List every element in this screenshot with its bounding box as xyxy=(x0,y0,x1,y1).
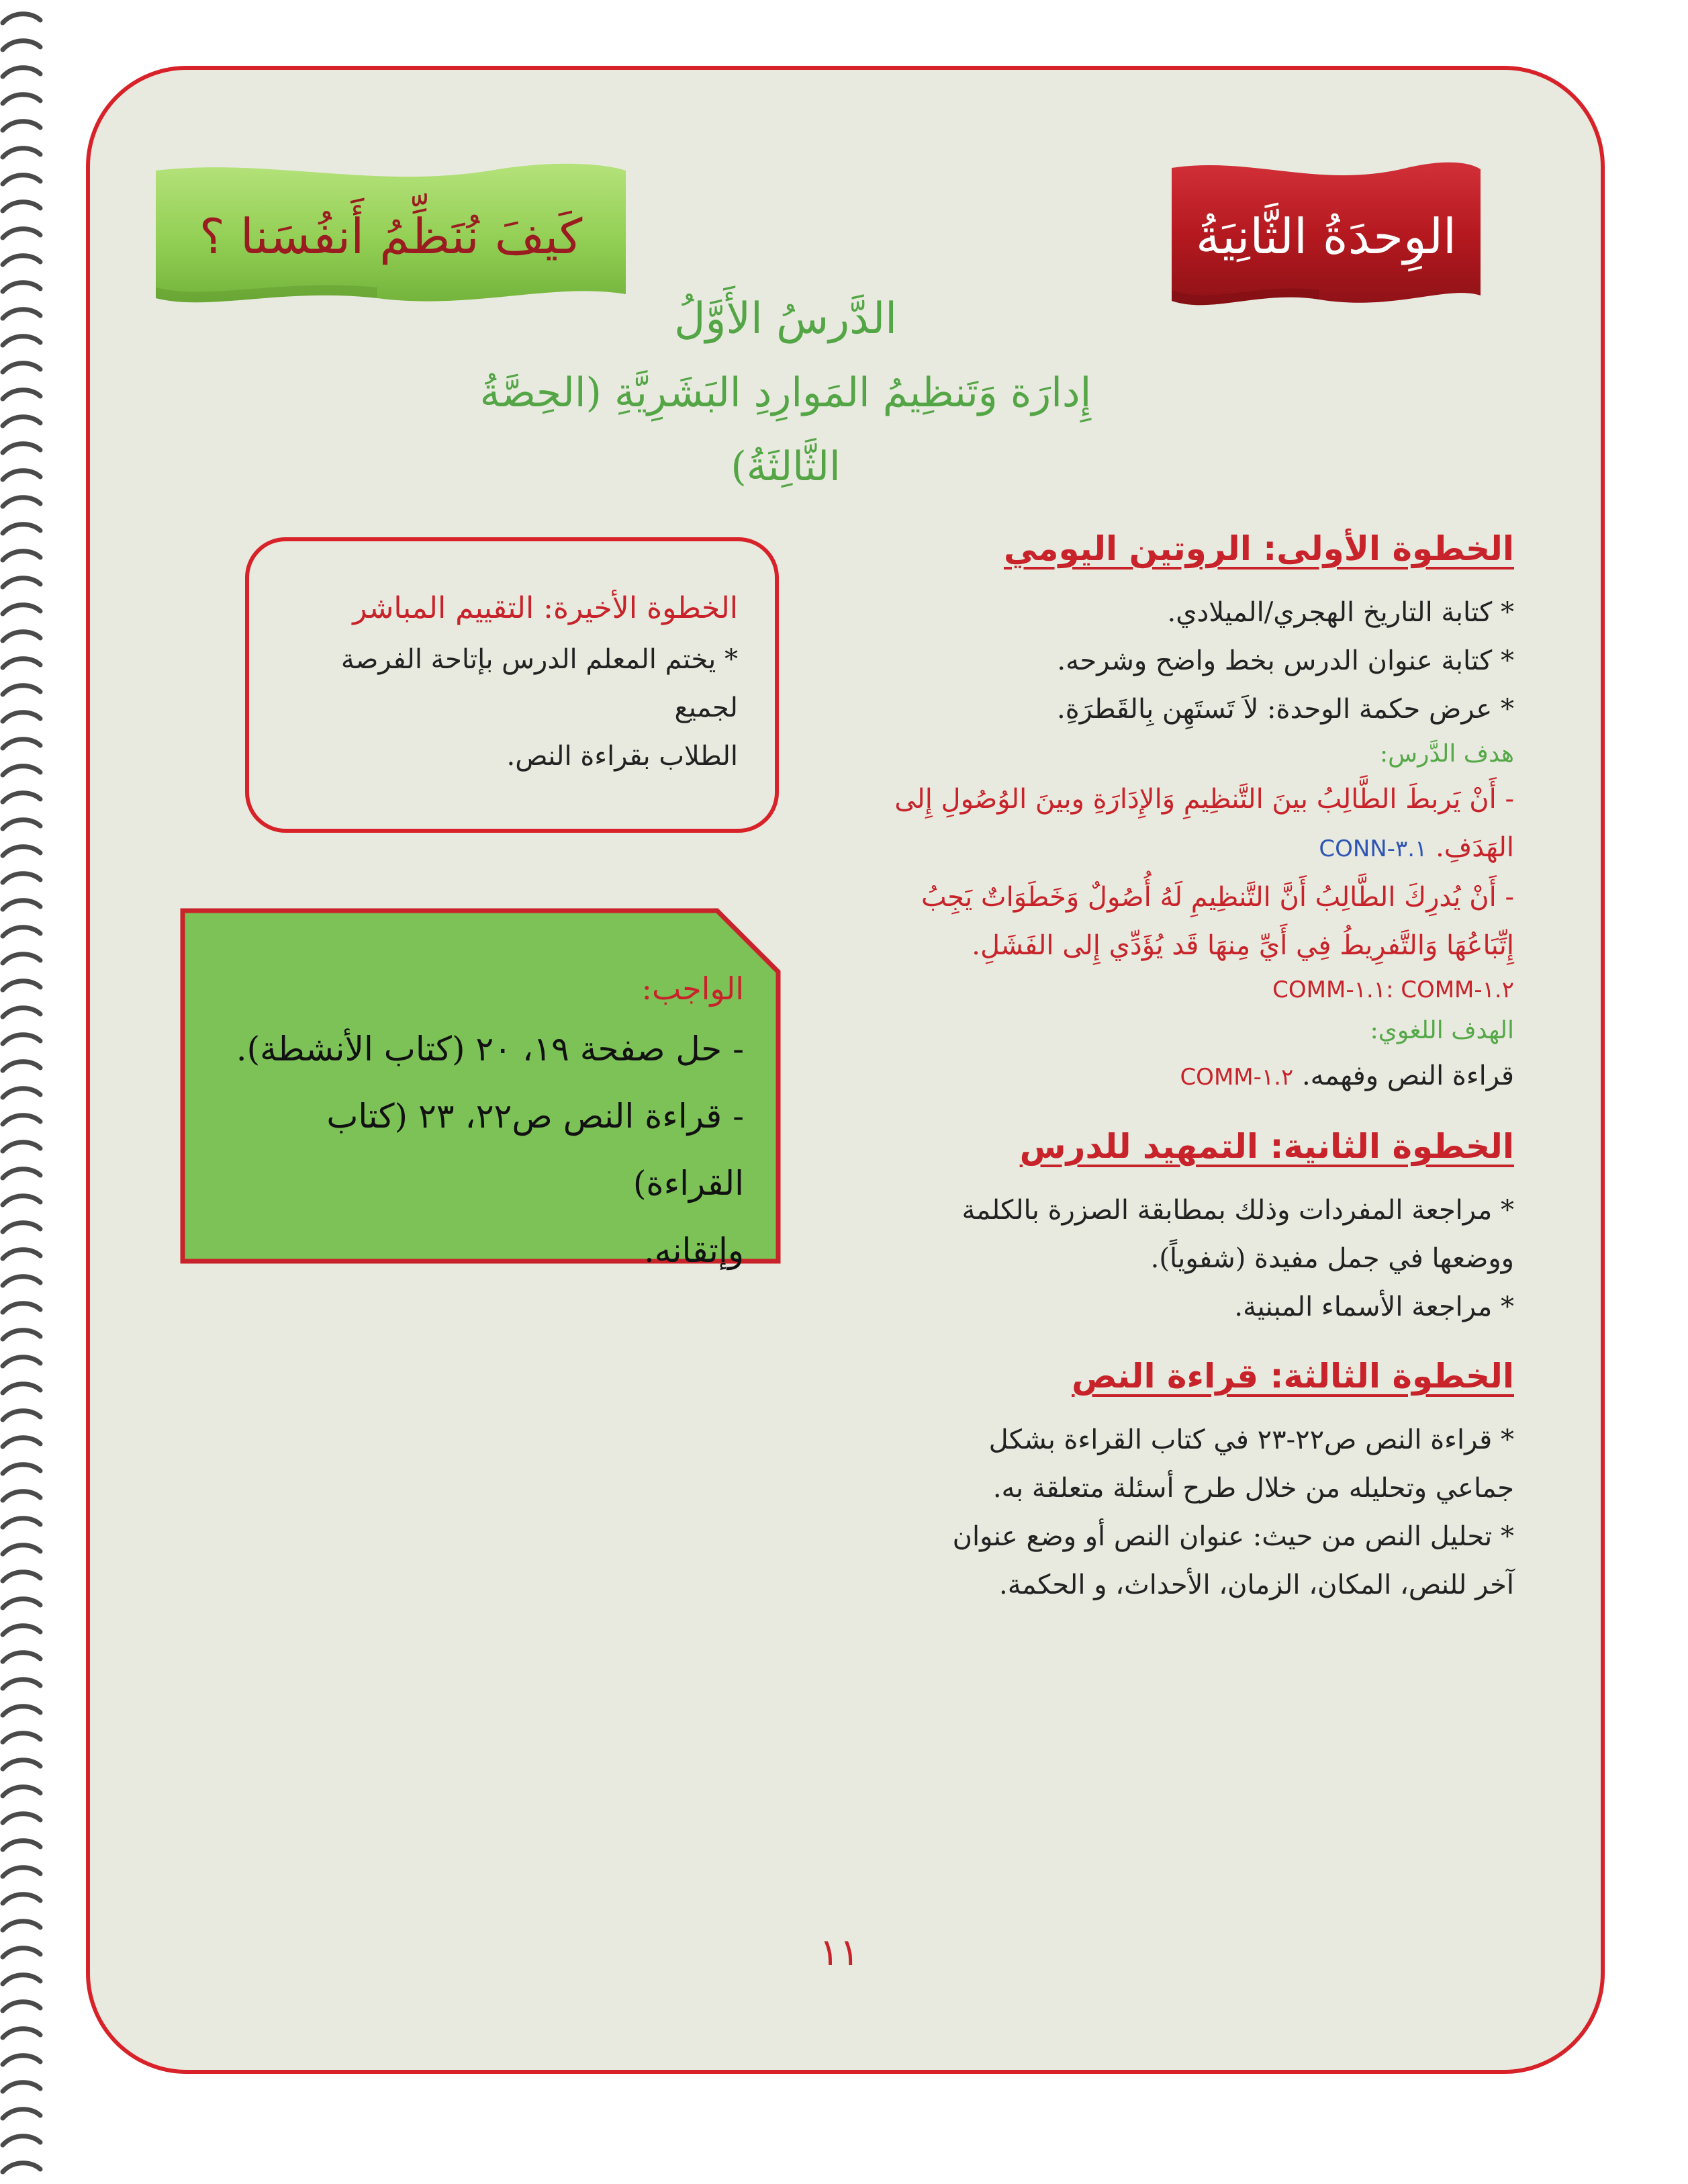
spiral-coil xyxy=(3,1814,40,1823)
spiral-coil xyxy=(3,551,40,560)
spiral-coil xyxy=(3,927,40,936)
spiral-coil xyxy=(3,14,40,23)
homework-line: - حل صفحة ١٩، ٢٠ (كتاب الأنشطة). xyxy=(236,1030,744,1068)
spiral-coil xyxy=(3,2163,40,2172)
goal2-codes: COMM-١.١: COMM-١.٢ xyxy=(1272,976,1514,1003)
spiral-coil xyxy=(3,739,40,748)
spiral-coil xyxy=(3,229,40,238)
spiral-coil xyxy=(3,1384,40,1393)
spiral-coil xyxy=(3,1895,40,1903)
lesson-plan-column xyxy=(833,524,1514,1609)
spiral-coil xyxy=(3,981,40,990)
spiral-coil xyxy=(3,1492,40,1500)
spiral-coil xyxy=(3,1465,40,1473)
goal1-line-end xyxy=(833,823,1514,873)
spiral-coil xyxy=(3,1868,40,1876)
spiral-coil xyxy=(3,901,40,909)
spiral-coil xyxy=(3,1330,40,1339)
spiral-coil xyxy=(3,2029,40,2038)
spiral-coil xyxy=(3,2136,40,2145)
spiral-coil xyxy=(3,363,40,372)
homework-content xyxy=(207,962,744,1284)
spiral-coil xyxy=(3,954,40,963)
spiral-coil xyxy=(3,336,40,345)
spiral-coil xyxy=(3,1653,40,1662)
spiral-coil xyxy=(3,686,40,694)
spiral-coil xyxy=(3,1518,40,1527)
spiral-coil xyxy=(3,1142,40,1151)
step1-item: * عرض حكمة الوحدة: لاَ تَستَهِن بِالقَطرَةِ. xyxy=(1057,694,1514,725)
spiral-coil xyxy=(3,444,40,453)
spiral-coil xyxy=(3,1169,40,1178)
spiral-coil xyxy=(3,659,40,668)
unit-banner xyxy=(1165,156,1487,317)
homework-line: - قراءة النص ص٢٢، ٢٣ (كتاب القراءة) xyxy=(326,1097,744,1203)
goal2-line: إِتِّبَاعُهَا وَالتَّفرِيطُ فِي أَيِّ مِنهَا قَد يُؤَدِّي إِلى الفَشَلِ. xyxy=(972,930,1514,961)
spiral-coil xyxy=(3,1357,40,1366)
step1-title: الخطوة الأولى: الروتين اليومي xyxy=(1003,529,1514,568)
spiral-coil xyxy=(3,1250,40,1259)
spiral-coil xyxy=(3,1116,40,1124)
lesson-question: كَيفَ نُنَظِّمُ أَنفُسَنا ؟ xyxy=(199,208,583,265)
spiral-coil xyxy=(3,874,40,882)
spiral-coil xyxy=(3,122,40,130)
language-goal-text: قراءة النص وفهمه. xyxy=(1301,1060,1514,1091)
step1-item: * كتابة التاريخ الهجري/الميلادي. xyxy=(1167,597,1514,628)
step1-item: * كتابة عنوان الدرس بخط واضح وشرحه. xyxy=(1057,645,1514,676)
step3-line: * تحليل النص من حيث: عنوان النص أو وضع عنوان xyxy=(952,1521,1514,1552)
lesson-heading xyxy=(470,282,1101,504)
spiral-coil xyxy=(3,1304,40,1312)
spiral-coil xyxy=(3,820,40,829)
step2-title: الخطوة الثانية: التمهيد للدرس xyxy=(1019,1127,1514,1166)
assessment-line: * يختم المعلم الدرس بإتاحة الفرصة لجميع xyxy=(340,644,738,723)
spiral-coil xyxy=(3,390,40,399)
lesson-title: إِدارَة وَتَنظِيمُ المَوارِدِ البَشَرِيَّةِ (الحِصَّةُ الثَّالِثَةُ) xyxy=(479,369,1092,490)
goal1-line: - أَنْ يَربطَ الطَّالِبُ بينَ التَّنظِيمِ وَالإِدَارَةِ وبينَ الوُصُولِ إِلى xyxy=(894,784,1514,815)
homework-box xyxy=(180,908,781,1270)
spiral-coil xyxy=(3,1411,40,1420)
step3-line: آخر للنص، المكان، الزمان، الأحداث، و الحكمة. xyxy=(998,1569,1514,1600)
lesson-number: الدَّرسُ الأَوَّلُ xyxy=(674,294,897,344)
spiral-coil xyxy=(3,256,40,265)
goal2-line: - أَنْ يُدرِكَ الطَّالِبُ أَنَّ التَّنظِيمِ لَهُ أُصُولٌ وَخَطَوَاتٌ يَجِبُ xyxy=(921,882,1514,913)
homework-line: وإتقانه. xyxy=(643,1231,744,1270)
spiral-coil xyxy=(3,1062,40,1071)
lesson-goal-label: هدف الدَّرس: xyxy=(1380,740,1514,768)
step3-title: الخطوة الثالثة: قراءة النص xyxy=(1072,1357,1514,1396)
spiral-binding xyxy=(0,0,47,2184)
spiral-coil xyxy=(3,471,40,480)
spiral-coil xyxy=(3,283,40,291)
spiral-coil xyxy=(3,793,40,802)
spiral-coil xyxy=(3,525,40,533)
assessment-box xyxy=(245,537,779,833)
goal1-text: الهَدَفِ. xyxy=(1436,832,1514,863)
spiral-coil xyxy=(3,1599,40,1608)
language-goal-line xyxy=(833,1052,1514,1101)
language-goal-code: COMM-١.٢ xyxy=(1180,1064,1294,1091)
assessment-title: الخطوة الأخيرة: التقييم المباشر xyxy=(353,591,738,625)
spiral-coil xyxy=(3,148,40,157)
spiral-coil xyxy=(3,417,40,426)
assessment-line: الطلاب بقراءة النص. xyxy=(506,741,738,772)
spiral-coil xyxy=(3,1196,40,1205)
spiral-coil xyxy=(3,1787,40,1796)
spiral-coil xyxy=(3,2083,40,2091)
spiral-coil xyxy=(3,1707,40,1715)
spiral-coil xyxy=(3,605,40,614)
spiral-coil xyxy=(3,95,40,103)
spiral-coil xyxy=(3,2002,40,2011)
homework-title: الواجب: xyxy=(641,970,744,1007)
spiral-coil xyxy=(3,41,40,50)
spiral-coil xyxy=(3,1545,40,1554)
spiral-coil xyxy=(3,1008,40,1017)
spiral-coil xyxy=(3,1572,40,1581)
step2-line: ووضعها في جمل مفيدة (شفوياً). xyxy=(1150,1243,1514,1274)
spiral-coil xyxy=(3,2056,40,2064)
spiral-coil xyxy=(3,1277,40,1285)
spiral-coil xyxy=(3,202,40,211)
spiral-coil xyxy=(3,766,40,775)
spiral-coil xyxy=(3,310,40,318)
spiral-coil xyxy=(3,1438,40,1447)
spiral-coil xyxy=(3,2109,40,2118)
language-goal-label: الهدف اللغوي: xyxy=(1370,1017,1514,1044)
spiral-coil xyxy=(3,578,40,587)
step3-line: جماعي وتحليله من خلال طرح أسئلة متعلقة به. xyxy=(992,1473,1514,1504)
spiral-coil xyxy=(3,1760,40,1769)
spiral-coil xyxy=(3,1089,40,1097)
spiral-coil xyxy=(3,1841,40,1850)
spiral-coil xyxy=(3,498,40,506)
spiral-coil xyxy=(3,847,40,856)
spiral-coil xyxy=(3,1035,40,1044)
page-number: ١١ xyxy=(818,1931,860,1974)
spiral-coil xyxy=(3,1975,40,1984)
spiral-coil xyxy=(3,713,40,721)
spiral-coil xyxy=(3,1921,40,1930)
unit-title: الوِحدَةُ الثَّانِيَةُ xyxy=(1195,208,1457,265)
step2-line: * مراجعة الأسماء المبنية. xyxy=(1234,1291,1514,1322)
spiral-coil xyxy=(3,1733,40,1742)
step2-line: * مراجعة المفردات وذلك بمطابقة الصزرة بالكلمة xyxy=(962,1195,1514,1226)
spiral-coil xyxy=(3,632,40,641)
spiral-coil xyxy=(3,1223,40,1232)
spiral-coil xyxy=(3,1626,40,1635)
spiral-coil xyxy=(3,175,40,184)
goal1-code: CONN-٣.١ xyxy=(1319,835,1427,862)
spiral-coil xyxy=(3,68,40,77)
spiral-coil xyxy=(3,1680,40,1688)
spiral-coil xyxy=(3,1948,40,1957)
step3-line: * قراءة النص ص٢٢-٢٣ في كتاب القراءة بشكل xyxy=(988,1424,1514,1455)
